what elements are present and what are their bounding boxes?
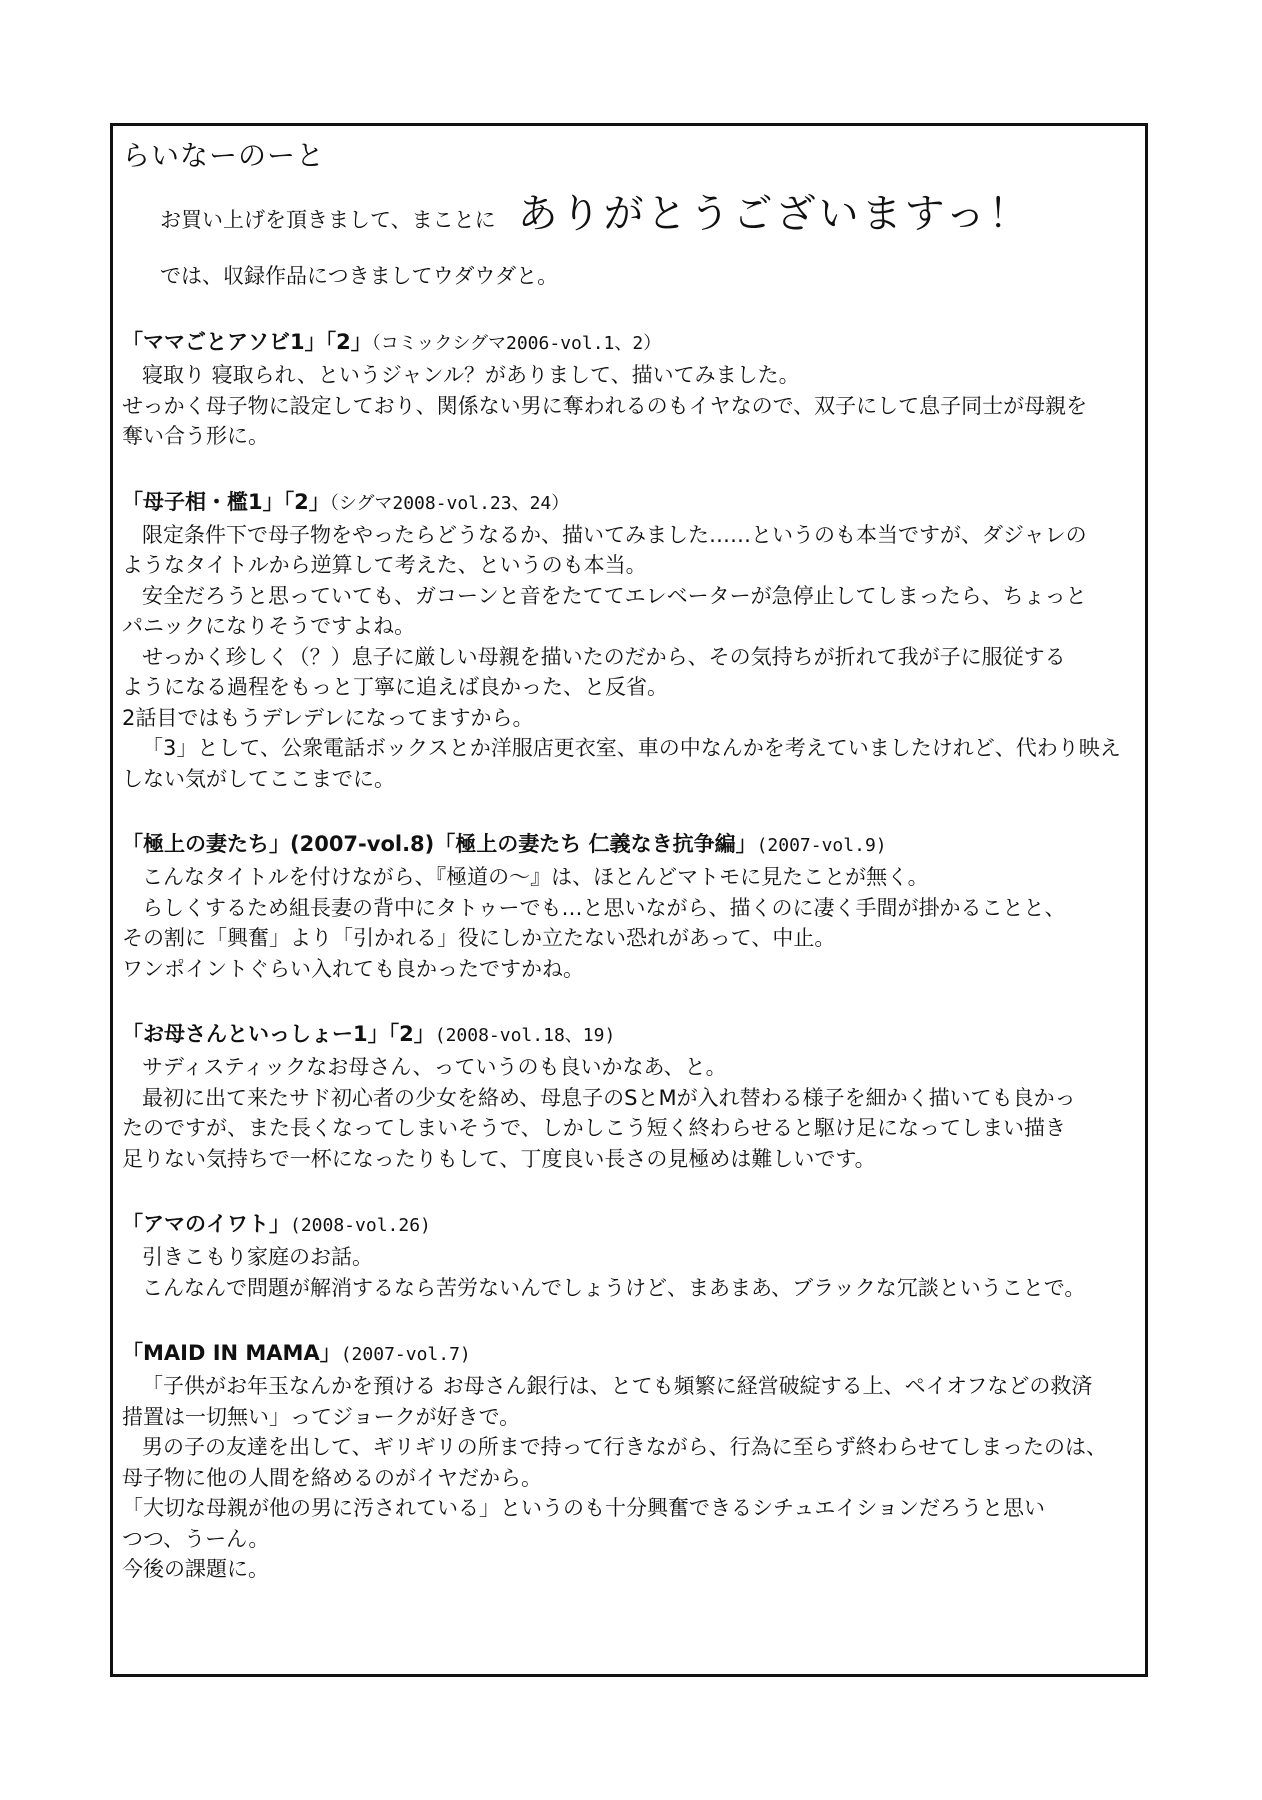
note-line: 2話目ではもうデレデレになってますから。 bbox=[122, 705, 534, 730]
note-line: 男の子の友達を出して、ギリギリの所まで持って行きながら、行為に至らず終わらせてしまったのは、 bbox=[142, 1435, 1107, 1459]
work-title bbox=[122, 1337, 1134, 1371]
work-title bbox=[122, 828, 1134, 862]
work-title-text: 「極上の妻たち」(2007-vol.8)「極上の妻たち 仁義なき抗争編」 bbox=[122, 832, 757, 856]
work-section bbox=[122, 828, 1134, 984]
note-line: 奪い合う形に。 bbox=[122, 424, 269, 448]
note-line: 「3」として、公衆電話ボックスとか洋服店更衣室、車の中なんかを考えていましたけれど、代わり映え bbox=[142, 736, 1121, 760]
note-line: 最初に出て来たサド初心者の少女を絡め、母息子のSとMが入れ替わる様子を細かく描いても良かっ bbox=[142, 1085, 1076, 1110]
thanks-handwritten: ありがとうございますっ！ bbox=[517, 191, 1032, 237]
work-title-text: 「アマのイワト」 bbox=[122, 1212, 290, 1236]
work-title-text: 「ママごとアソビ1」「2」 bbox=[122, 330, 372, 354]
note-line: サディスティックなお母さん、っていうのも良いかなあ、と。 bbox=[142, 1055, 727, 1079]
work-notes bbox=[122, 1052, 1134, 1174]
note-line: つつ、うーん。 bbox=[122, 1526, 270, 1551]
note-line: 引きこもり家庭のお話。 bbox=[142, 1245, 373, 1269]
note-line: 措置は一切無い」ってジョークが好きで。 bbox=[122, 1404, 521, 1429]
note-line: 限定条件下で母子物をやったらどうなるか、描いてみました……というのも本当ですが、ダジャレの bbox=[142, 522, 1087, 547]
work-publication-info: (2007-vol.7) bbox=[340, 1344, 471, 1365]
note-line: こんなタイトルを付けながら、『極道の～』は、ほとんどマトモに見たことが無く。 bbox=[142, 865, 929, 889]
work-notes bbox=[122, 862, 1134, 984]
sections-list bbox=[122, 326, 1134, 1585]
liner-notes bbox=[122, 136, 1134, 1619]
note-line: 寝取り 寝取られ、というジャンル？がありまして、描いてみました。 bbox=[142, 363, 800, 387]
note-line: らしくするため組長妻の背中にタトゥーでも…と思いながら、描くのに凄く手間が掛かることと、 bbox=[142, 895, 1066, 920]
work-section bbox=[122, 1208, 1134, 1303]
note-line: 足りない気持ちで一杯になったりもして、丁度良い長さの見極めは難しいです。 bbox=[122, 1146, 876, 1171]
work-notes bbox=[122, 520, 1134, 795]
work-notes bbox=[122, 1242, 1134, 1303]
work-section bbox=[122, 486, 1134, 795]
intro-text: では、収録作品につきましてウダウダと。 bbox=[160, 264, 559, 288]
work-publication-info: （コミックシグマ2006-vol.1、2） bbox=[371, 333, 662, 354]
work-publication-info: (2007-vol.9) bbox=[756, 835, 887, 856]
work-notes bbox=[122, 1371, 1134, 1585]
note-line: せっかく珍しく（？）息子に厳しい母親を描いたのだから、その気持ちが折れて我が子に服従する bbox=[142, 644, 1066, 669]
work-title-text: 「MAID IN MAMA」 bbox=[122, 1341, 341, 1365]
work-section bbox=[122, 1337, 1134, 1585]
note-line: こんなんで問題が解消するなら苦労ないんでしょうけど、まあまあ、ブラックな冗談ということで。 bbox=[142, 1275, 1086, 1300]
note-line: ワンポイントぐらい入れても良かったですかね。 bbox=[122, 956, 584, 981]
thanks-row bbox=[160, 186, 1134, 242]
note-line: パニックになりそうですよね。 bbox=[122, 614, 416, 638]
work-title bbox=[122, 486, 1134, 520]
thanks-text: お買い上げを頂きまして、まことに bbox=[160, 208, 496, 232]
note-line: せっかく母子物に設定しており、関係ない男に奪われるのもイヤなので、双子にして息子同士が母親を bbox=[122, 393, 1088, 418]
note-line: ようになる過程をもっと丁寧に追えば良かった、と反省。 bbox=[122, 675, 668, 699]
work-publication-info: (2008-vol.26) bbox=[290, 1215, 431, 1236]
note-line: しない気がしてここまでに。 bbox=[122, 766, 395, 791]
work-notes bbox=[122, 360, 1134, 452]
note-line: 母子物に他の人間を絡めるのがイヤだから。 bbox=[122, 1465, 542, 1490]
work-title-text: 「母子相・檻1」「2」 bbox=[122, 489, 330, 514]
note-line: 「大切な母親が他の男に汚されている」というのも十分興奮できるシチュエイションだろうと思い bbox=[122, 1496, 1045, 1520]
work-section bbox=[122, 1018, 1134, 1174]
note-line: その割に「興奮」より「引かれる」役にしか立たない恐れがあって、中止。 bbox=[122, 926, 836, 950]
work-title bbox=[122, 1018, 1134, 1052]
work-title bbox=[122, 326, 1134, 360]
note-line: たのですが、また長くなってしまいそうで、しかしこう短く終わらせると駆け足になってしまい描き bbox=[122, 1116, 1066, 1140]
work-title-text: 「お母さんといっしょー1」「2」 bbox=[122, 1022, 435, 1046]
work-publication-info: (2008-vol.18、19) bbox=[434, 1025, 616, 1046]
page-title: らいなーのーと bbox=[122, 139, 326, 172]
note-line: 「子供がお年玉なんかを預ける お母さん銀行は、とても頻繁に経営破綻する上、ペイオフなどの救済 bbox=[142, 1374, 1093, 1398]
note-line: 今後の課題に。 bbox=[122, 1557, 269, 1581]
work-publication-info: （シグマ2008-vol.23、24） bbox=[329, 492, 570, 514]
note-line: 安全だろうと思っていても、ガコーンと音をたててエレベーターが急停止してしまったら、ちょっと bbox=[142, 583, 1087, 608]
note-line: ようなタイトルから逆算して考えた、というのも本当。 bbox=[122, 553, 647, 577]
work-section bbox=[122, 326, 1134, 452]
work-title bbox=[122, 1208, 1134, 1242]
